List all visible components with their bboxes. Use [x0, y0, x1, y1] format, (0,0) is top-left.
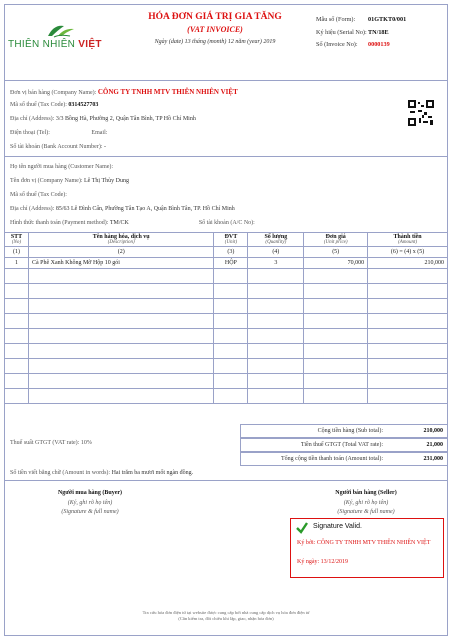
index-cell: (3): [214, 247, 248, 258]
header-quantity: [248, 233, 304, 247]
vat-amount-label: Tiền thuế GTGT (Total VAT rate):: [300, 442, 383, 448]
row-quantity: 3: [248, 258, 304, 269]
buyer-sign-sub1: (Ký, ghi rõ họ tên): [67, 500, 113, 506]
buyer-address: 85/63 Lê Đình Cẩn, Phường Tân Tạo A, Quận Bình Tân, TP. Hồ Chí Minh: [55, 206, 235, 212]
header-amount-sub: (Amount): [398, 240, 417, 245]
seller-address-label: Địa chỉ (Address):: [10, 116, 55, 122]
buyer-sign-sub2: (Signature & full name): [61, 509, 119, 515]
row-amount: 210,000: [368, 258, 448, 269]
seller-phone-line: [10, 130, 107, 136]
amount-in-words-label: Số tiền viết bằng chữ (Amount in words):: [10, 470, 111, 476]
table-row-empty: [5, 314, 448, 329]
vat-amount-value: 21,000: [426, 442, 443, 448]
leaf-logo-icon: [40, 22, 80, 38]
vat-rate-label: Thuế suất GTGT (VAT rate): 10%: [10, 440, 92, 446]
buyer-sign-title: Người mua hàng (Buyer): [57, 490, 123, 496]
invoice-footer: [0, 610, 452, 622]
header-amount: [368, 233, 448, 247]
signed-date: Ký ngày: 13/12/2019: [297, 559, 348, 565]
buyer-tax-label: Mã số thuế (Tax Code):: [10, 192, 67, 198]
invoice-meta: [316, 14, 444, 52]
seller-sign-sub2: (Signature & full name): [337, 509, 395, 515]
number-label: Số (Invoice No):: [316, 41, 358, 48]
buyer-account-label: Số tài khoản (A/C No):: [198, 220, 255, 226]
row-stt: 1: [5, 258, 29, 269]
subtotal-label: Cộng tiền hàng (Sub total):: [317, 428, 383, 434]
index-cell: (6) = (4) x (5): [368, 247, 448, 258]
table-index-row: [5, 247, 448, 258]
buyer-name-line: [10, 164, 113, 170]
table-row-empty: [5, 269, 448, 284]
seller-sign-title: Người bán hàng (Seller): [335, 490, 397, 496]
header-unit-price-sub: (Unit price): [323, 240, 348, 245]
header-unit-price: [304, 233, 368, 247]
header-description: [28, 233, 213, 247]
seller-name-label: Đơn vị bán hàng (Company Name):: [10, 90, 97, 96]
index-cell: (1): [5, 247, 29, 258]
buyer-address-line: [10, 206, 235, 212]
payment-value: TM/CK: [109, 220, 129, 226]
index-cell: (5): [304, 247, 368, 258]
seller-account-label: Số tài khoản (Bank Account Number):: [10, 144, 103, 150]
payment-label: Hình thức thanh toán (Payment method):: [10, 220, 109, 226]
footer-line-1: Tra cứu hóa đơn điện tử tại website được cung cấp bởi nhà cung cấp dịch vụ hóa đơn điện tử: [142, 610, 310, 615]
subtotal-row: [240, 424, 448, 438]
buyer-name-label: Họ tên người mua hàng (Customer Name):: [10, 164, 114, 170]
total-label: Tổng cộng tiền thanh toán (Amount total):: [281, 456, 383, 462]
seller-account-line: [10, 144, 106, 150]
buyer-address-label: Địa chỉ (Address):: [10, 206, 55, 212]
subtotal-value: 210,000: [423, 428, 443, 434]
seller-address: 3/3 Bồng Hà, Phường 2, Quận Tân Bình, TP Hồ Chí Minh: [55, 116, 196, 122]
seller-phone-label: Điện thoại (Tel):: [10, 130, 50, 136]
logo-name: [8, 39, 102, 50]
seller-email-label: Email:: [91, 130, 108, 136]
amount-in-words-line: [10, 470, 193, 476]
divider: [4, 156, 448, 157]
form-label: Mẫu số (Form):: [316, 16, 356, 23]
vat-amount-row: [240, 438, 448, 452]
header-unit-sub: (Unit): [224, 240, 238, 245]
total-value: 231,000: [423, 456, 443, 462]
logo-name-accent: VIỆT: [78, 39, 102, 50]
seller-tax-line: [10, 102, 98, 108]
form-value: 01GTKT0/001: [368, 16, 407, 23]
table-row-empty: [5, 329, 448, 344]
header-unit: [214, 233, 248, 247]
invoice-subtitle: (VAT INVOICE): [187, 25, 243, 34]
index-cell: (2): [28, 247, 213, 258]
footer-line-2: (Cần kiểm tra, đối chiếu khi lập, giao, nhận hóa đơn): [178, 616, 274, 621]
row-unit: HỘP: [214, 258, 248, 269]
vat-rate-line: [10, 440, 92, 446]
company-logo: [8, 22, 128, 52]
serial-label: Ký hiệu (Serial No):: [316, 28, 367, 36]
header-stt: [5, 233, 29, 247]
buyer-payment-line: [10, 220, 255, 226]
table-header-row: [5, 233, 448, 247]
table-row-empty: [5, 284, 448, 299]
table-row-empty: [5, 299, 448, 314]
table-row-empty: [5, 359, 448, 374]
divider: [4, 480, 448, 481]
total-row: [240, 452, 448, 466]
table-row: [5, 258, 448, 269]
table-row-empty: [5, 344, 448, 359]
number-value: 0000139: [368, 41, 390, 48]
seller-tax-label: Mã số thuế (Tax Code):: [10, 102, 67, 108]
buyer-signature-block: [20, 490, 160, 515]
seller-address-line: [10, 116, 196, 122]
seller-name-line: [10, 88, 238, 96]
table-row-empty: [5, 374, 448, 389]
digital-signature-box: [290, 518, 444, 578]
row-unit-price: 70,000: [304, 258, 368, 269]
header-quantity-sub: (Quantity): [265, 240, 287, 245]
row-description: Cà Phê Xanh Không Mỡ Hộp 10 gói: [28, 258, 213, 269]
signed-by: Ký bởi: CÔNG TY TNHH MTV THIÊN NHIÊN VIỆT: [297, 540, 431, 546]
serial-value: TN/18E: [368, 28, 389, 36]
seller-tax: 0314527703: [68, 102, 99, 108]
seller-sign-sub1: (Ký, ghi rõ họ tên): [343, 500, 389, 506]
amount-in-words: Hai trăm ba mươi mốt ngàn đồng.: [111, 470, 194, 476]
items-table: [4, 232, 448, 404]
signature-valid-label: Signature Valid.: [313, 523, 362, 530]
header-stt-sub: (No): [11, 240, 22, 245]
buyer-company-label: Tên đơn vị (Company Name):: [10, 178, 83, 184]
header-stt-main: STT: [10, 234, 23, 240]
table-row-empty: [5, 389, 448, 404]
buyer-company-line: [10, 178, 129, 184]
divider: [4, 80, 448, 81]
logo-name-main: THIÊN NHIÊN: [8, 39, 76, 50]
invoice-title: HÓA ĐƠN GIÁ TRỊ GIA TĂNG: [148, 12, 282, 22]
seller-account: -: [103, 144, 106, 150]
invoice-date: Ngày (date) 13 tháng (month) 12 năm (year) 2019: [154, 39, 276, 45]
buyer-tax-line: [10, 192, 67, 198]
seller-signature-block: [296, 490, 436, 515]
header-amount-main: Thành tiền: [393, 234, 422, 240]
header-description-main: Tên hàng hóa, dịch vụ: [92, 234, 150, 240]
checkmark-icon: [295, 521, 309, 535]
header-unit-price-main: Đơn giá: [325, 234, 346, 240]
buyer-company: Lê Thị Thùy Dung: [84, 178, 129, 184]
header-description-sub: (Description): [107, 240, 135, 245]
header-quantity-main: Số lượng: [264, 234, 288, 240]
seller-name: CÔNG TY TNHH MTV THIÊN NHIÊN VIỆT: [97, 88, 238, 96]
index-cell: (4): [248, 247, 304, 258]
qr-code-icon: [408, 100, 434, 126]
header-unit-main: ĐVT: [224, 234, 238, 240]
